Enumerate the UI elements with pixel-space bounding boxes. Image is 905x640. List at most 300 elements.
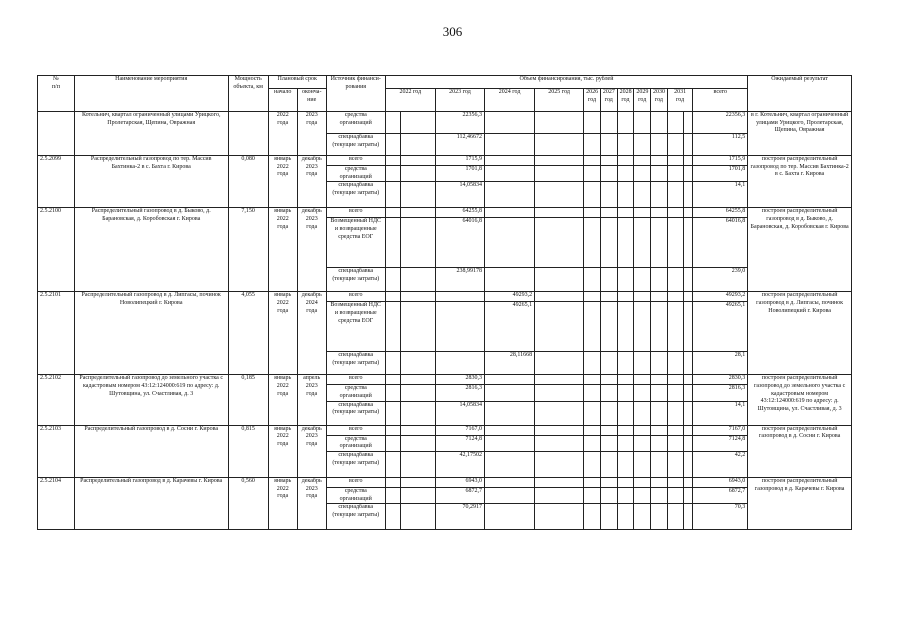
item-name: Распределительный газопровод в д. Быково, д. Барановская, д. Коробовская г. Кирова bbox=[74, 208, 228, 292]
cell-2023: 112,46672 bbox=[435, 134, 484, 156]
cell-2026 bbox=[584, 166, 601, 182]
cell-2028 bbox=[617, 182, 634, 208]
cell-2026 bbox=[584, 208, 601, 218]
cell-2028 bbox=[617, 218, 634, 268]
cell-2024 bbox=[484, 504, 534, 530]
table-row bbox=[38, 112, 852, 134]
cell-2028 bbox=[617, 452, 634, 478]
cell-2030 bbox=[651, 504, 668, 530]
cell-2029 bbox=[634, 112, 651, 134]
cell-2031a bbox=[667, 218, 684, 268]
table-row bbox=[38, 375, 852, 385]
cell-2027 bbox=[600, 156, 617, 166]
cell-2025 bbox=[535, 401, 584, 425]
cell-2028 bbox=[617, 488, 634, 504]
cell-2028 bbox=[617, 385, 634, 401]
cell-2027 bbox=[600, 208, 617, 218]
cell-2023: 70,2917 bbox=[435, 504, 484, 530]
cell-2027 bbox=[600, 134, 617, 156]
item-start: январь 2022 года bbox=[268, 292, 297, 375]
cell-2029 bbox=[634, 166, 651, 182]
cell-2031b bbox=[684, 208, 693, 218]
cell-2031a bbox=[667, 435, 684, 451]
cell-2022b bbox=[401, 156, 436, 166]
cell-2022a bbox=[385, 156, 401, 166]
item-end: апрель 2023 года bbox=[297, 375, 326, 425]
cell-2022a bbox=[385, 385, 401, 401]
cell-2029 bbox=[634, 425, 651, 435]
cell-2022a bbox=[385, 166, 401, 182]
cell-2031b bbox=[684, 401, 693, 425]
header-year-2025: 2025 год bbox=[535, 89, 584, 112]
cell-2024 bbox=[484, 488, 534, 504]
cell-2027 bbox=[600, 375, 617, 385]
cell-2025 bbox=[535, 156, 584, 166]
cell-2031a bbox=[667, 292, 684, 302]
cell-2028 bbox=[617, 352, 634, 375]
cell-2023 bbox=[435, 352, 484, 375]
cell-2029 bbox=[634, 218, 651, 268]
cell-2030 bbox=[651, 112, 668, 134]
cell-2026 bbox=[584, 425, 601, 435]
cell-2031b bbox=[684, 302, 693, 352]
cell-2028 bbox=[617, 208, 634, 218]
cell-total: 6872,7 bbox=[693, 488, 748, 504]
cell-2029 bbox=[634, 208, 651, 218]
cell-2025 bbox=[535, 375, 584, 385]
cell-2031b bbox=[684, 375, 693, 385]
cell-2022b bbox=[401, 375, 436, 385]
financing-table bbox=[37, 75, 852, 530]
cell-2022a bbox=[385, 375, 401, 385]
cell-2029 bbox=[634, 401, 651, 425]
cell-2030 bbox=[651, 352, 668, 375]
cell-2023: 2830,3 bbox=[435, 375, 484, 385]
cell-2027 bbox=[600, 182, 617, 208]
item-result: построен распределительный газопровод в д. Сосни г. Кирова bbox=[748, 425, 852, 477]
cell-2022a bbox=[385, 425, 401, 435]
item-start: январь 2022 года bbox=[268, 156, 297, 208]
cell-2023: 238,99178 bbox=[435, 268, 484, 292]
cell-2025 bbox=[535, 134, 584, 156]
header-period: Плановый срок bbox=[268, 76, 326, 89]
item-capacity: 4,055 bbox=[228, 292, 268, 375]
funding-source: Возмещенный НДС и возвращенные средства ЕОГ bbox=[326, 302, 385, 352]
cell-2023: 1715,9 bbox=[435, 156, 484, 166]
header-source: Источник финанси-рования bbox=[326, 76, 385, 112]
header-year-2026: 2026 год bbox=[584, 89, 601, 112]
table-row bbox=[38, 208, 852, 218]
cell-2023: 14,05834 bbox=[435, 182, 484, 208]
funding-source: средства организаций bbox=[326, 435, 385, 451]
cell-2031a bbox=[667, 352, 684, 375]
cell-2022b bbox=[401, 435, 436, 451]
cell-2022b bbox=[401, 504, 436, 530]
cell-2025 bbox=[535, 218, 584, 268]
cell-2028 bbox=[617, 401, 634, 425]
cell-2028 bbox=[617, 134, 634, 156]
header-end: оконча-ние bbox=[297, 89, 326, 112]
table-row bbox=[38, 292, 852, 302]
cell-2029 bbox=[634, 268, 651, 292]
cell-2027 bbox=[600, 425, 617, 435]
cell-2029 bbox=[634, 385, 651, 401]
cell-2030 bbox=[651, 488, 668, 504]
header-row-1 bbox=[38, 76, 852, 89]
cell-total: 49293,2 bbox=[693, 292, 748, 302]
cell-2027 bbox=[600, 166, 617, 182]
cell-2023: 64255,8 bbox=[435, 208, 484, 218]
item-result: в г. Котельнич, квартал ограниченный улицами Урицкого, Пролетарская, Щепина, Овражная bbox=[748, 112, 852, 156]
item-number: 2.5.2103 bbox=[38, 425, 75, 477]
header-result: Ожидаемый результат bbox=[748, 76, 852, 112]
cell-2022b bbox=[401, 302, 436, 352]
cell-2030 bbox=[651, 218, 668, 268]
cell-2026 bbox=[584, 134, 601, 156]
table-row bbox=[38, 156, 852, 166]
cell-2027 bbox=[600, 352, 617, 375]
item-name: Распределительный газопровод в д. Карачевы г. Кирова bbox=[74, 478, 228, 530]
cell-total: 239,0 bbox=[693, 268, 748, 292]
cell-2025 bbox=[535, 182, 584, 208]
cell-2030 bbox=[651, 268, 668, 292]
cell-total: 22356,3 bbox=[693, 112, 748, 134]
cell-2022a bbox=[385, 218, 401, 268]
header-name: Наименование мероприятия bbox=[74, 76, 228, 112]
funding-source: всего bbox=[326, 375, 385, 385]
funding-source: средства организаций bbox=[326, 112, 385, 134]
cell-2031b bbox=[684, 504, 693, 530]
cell-2023: 1701,8 bbox=[435, 166, 484, 182]
cell-2031a bbox=[667, 302, 684, 352]
funding-source: спецнадбавка (текущие затраты) bbox=[326, 452, 385, 478]
cell-2023: 64016,8 bbox=[435, 218, 484, 268]
cell-2027 bbox=[600, 435, 617, 451]
header-capacity: Мощность объекта, км bbox=[228, 76, 268, 112]
cell-2024: 28,11668 bbox=[484, 352, 534, 375]
item-result: построен распределительный газопровод в д. Быково, д. Барановская, д. Коробовская г. Кирова bbox=[748, 208, 852, 292]
cell-2022a bbox=[385, 488, 401, 504]
cell-2026 bbox=[584, 435, 601, 451]
item-end: 2023 года bbox=[297, 112, 326, 156]
item-result: построен распределительный газопровод по тер. Массив Бахтинка-2 в с. Бахта г. Кирова bbox=[748, 156, 852, 208]
cell-2025 bbox=[535, 504, 584, 530]
item-number: 2.5.2104 bbox=[38, 478, 75, 530]
cell-2030 bbox=[651, 452, 668, 478]
cell-2023: 2816,3 bbox=[435, 385, 484, 401]
cell-2023: 42,17502 bbox=[435, 452, 484, 478]
cell-2022b bbox=[401, 488, 436, 504]
cell-2026 bbox=[584, 385, 601, 401]
item-number: 2.5.2100 bbox=[38, 208, 75, 292]
cell-2023: 7167,0 bbox=[435, 425, 484, 435]
item-result: построен распределительный газопровод до земельного участка с кадастровым номером 43:12:124000:619 по адресу: д. Шутовщина, ул. Счастливая, д. 3 bbox=[748, 375, 852, 425]
cell-2031a bbox=[667, 504, 684, 530]
cell-2031b bbox=[684, 182, 693, 208]
cell-2028 bbox=[617, 166, 634, 182]
item-start: январь 2022 года bbox=[268, 208, 297, 292]
header-num: № п/п bbox=[38, 76, 75, 112]
cell-2026 bbox=[584, 375, 601, 385]
cell-2029 bbox=[634, 435, 651, 451]
item-number bbox=[38, 112, 75, 156]
cell-total: 1701,8 bbox=[693, 166, 748, 182]
cell-2024 bbox=[484, 268, 534, 292]
cell-2030 bbox=[651, 435, 668, 451]
funding-source: спецнадбавка (текущие затраты) bbox=[326, 352, 385, 375]
cell-2022a bbox=[385, 435, 401, 451]
cell-2022b bbox=[401, 452, 436, 478]
cell-2022b bbox=[401, 425, 436, 435]
cell-2022b bbox=[401, 268, 436, 292]
cell-2024 bbox=[484, 401, 534, 425]
cell-2024 bbox=[484, 385, 534, 401]
cell-2027 bbox=[600, 488, 617, 504]
header-volume: Объем финансирования, тыс. рублей bbox=[385, 76, 747, 89]
cell-2022b bbox=[401, 292, 436, 302]
cell-2025 bbox=[535, 385, 584, 401]
cell-2030 bbox=[651, 375, 668, 385]
cell-2031a bbox=[667, 478, 684, 488]
header-year-2031: 2031 год bbox=[667, 89, 693, 112]
item-start: январь 2022 года bbox=[268, 478, 297, 530]
cell-2025 bbox=[535, 166, 584, 182]
cell-2022a bbox=[385, 504, 401, 530]
item-capacity: 0,815 bbox=[228, 425, 268, 477]
item-result: построен распределительный газопровод в д. Липгасы, починок Новолипецкий г. Кирова bbox=[748, 292, 852, 375]
cell-2022b bbox=[401, 401, 436, 425]
cell-2023 bbox=[435, 302, 484, 352]
cell-2029 bbox=[634, 452, 651, 478]
cell-2029 bbox=[634, 134, 651, 156]
cell-2022b bbox=[401, 182, 436, 208]
cell-2031a bbox=[667, 452, 684, 478]
item-start: январь 2022 года bbox=[268, 375, 297, 425]
funding-source: спецнадбавка (текущие затраты) bbox=[326, 134, 385, 156]
cell-total: 64016,8 bbox=[693, 218, 748, 268]
funding-source: спецнадбавка (текущие затраты) bbox=[326, 401, 385, 425]
cell-2022b bbox=[401, 166, 436, 182]
cell-2025 bbox=[535, 452, 584, 478]
funding-source: всего bbox=[326, 292, 385, 302]
item-capacity bbox=[228, 112, 268, 156]
cell-2026 bbox=[584, 156, 601, 166]
cell-2026 bbox=[584, 218, 601, 268]
cell-2026 bbox=[584, 401, 601, 425]
cell-2031a bbox=[667, 425, 684, 435]
cell-2026 bbox=[584, 292, 601, 302]
cell-total: 14,1 bbox=[693, 182, 748, 208]
cell-2026 bbox=[584, 478, 601, 488]
cell-2026 bbox=[584, 504, 601, 530]
table-row bbox=[38, 478, 852, 488]
cell-2024 bbox=[484, 452, 534, 478]
cell-2022a bbox=[385, 292, 401, 302]
cell-2023: 6943,0 bbox=[435, 478, 484, 488]
cell-2022a bbox=[385, 401, 401, 425]
cell-2031b bbox=[684, 488, 693, 504]
cell-2031a bbox=[667, 401, 684, 425]
item-end: декабрь 2023 года bbox=[297, 478, 326, 530]
item-name: Распределительный газопровод по тер. Массив Бахтинка-2 в с. Бахта г. Кирова bbox=[74, 156, 228, 208]
cell-2030 bbox=[651, 385, 668, 401]
funding-source: средства организаций bbox=[326, 488, 385, 504]
cell-2027 bbox=[600, 478, 617, 488]
cell-2030 bbox=[651, 302, 668, 352]
funding-source: всего bbox=[326, 156, 385, 166]
cell-2024 bbox=[484, 208, 534, 218]
cell-2024 bbox=[484, 112, 534, 134]
cell-2025 bbox=[535, 208, 584, 218]
cell-2022a bbox=[385, 478, 401, 488]
cell-2031a bbox=[667, 385, 684, 401]
cell-2031b bbox=[684, 166, 693, 182]
cell-2030 bbox=[651, 478, 668, 488]
cell-2024 bbox=[484, 478, 534, 488]
header-year-2028: 2028 год bbox=[617, 89, 634, 112]
cell-2022a bbox=[385, 268, 401, 292]
cell-total: 7167,0 bbox=[693, 425, 748, 435]
cell-2022a bbox=[385, 452, 401, 478]
header-year-2030: 2030 год bbox=[651, 89, 668, 112]
cell-2024 bbox=[484, 435, 534, 451]
cell-2029 bbox=[634, 156, 651, 166]
cell-2029 bbox=[634, 302, 651, 352]
cell-2027 bbox=[600, 452, 617, 478]
cell-2025 bbox=[535, 425, 584, 435]
header-total: всего bbox=[693, 89, 748, 112]
cell-2028 bbox=[617, 478, 634, 488]
cell-2022a bbox=[385, 112, 401, 134]
funding-source: всего bbox=[326, 425, 385, 435]
cell-2031b bbox=[684, 385, 693, 401]
cell-2025 bbox=[535, 112, 584, 134]
cell-2022b bbox=[401, 112, 436, 134]
cell-2029 bbox=[634, 478, 651, 488]
cell-2026 bbox=[584, 352, 601, 375]
cell-2029 bbox=[634, 292, 651, 302]
cell-2031b bbox=[684, 292, 693, 302]
cell-2031b bbox=[684, 112, 693, 134]
cell-2022a bbox=[385, 352, 401, 375]
cell-2025 bbox=[535, 488, 584, 504]
cell-2028 bbox=[617, 112, 634, 134]
cell-2031a bbox=[667, 182, 684, 208]
cell-2028 bbox=[617, 375, 634, 385]
cell-2027 bbox=[600, 218, 617, 268]
cell-2027 bbox=[600, 268, 617, 292]
cell-2031a bbox=[667, 375, 684, 385]
cell-2026 bbox=[584, 452, 601, 478]
item-capacity: 0,080 bbox=[228, 156, 268, 208]
cell-2024 bbox=[484, 156, 534, 166]
cell-2031b bbox=[684, 478, 693, 488]
item-capacity: 0,185 bbox=[228, 375, 268, 425]
cell-2026 bbox=[584, 112, 601, 134]
cell-total: 64255,8 bbox=[693, 208, 748, 218]
cell-2025 bbox=[535, 478, 584, 488]
cell-2024: 49265,1 bbox=[484, 302, 534, 352]
cell-2022b bbox=[401, 478, 436, 488]
cell-2022a bbox=[385, 134, 401, 156]
cell-total: 2830,3 bbox=[693, 375, 748, 385]
cell-2025 bbox=[535, 268, 584, 292]
item-capacity: 7,150 bbox=[228, 208, 268, 292]
cell-2031a bbox=[667, 208, 684, 218]
item-end: декабрь 2023 года bbox=[297, 156, 326, 208]
header-year-2023: 2023 год bbox=[435, 89, 484, 112]
cell-2028 bbox=[617, 292, 634, 302]
cell-total: 112,5 bbox=[693, 134, 748, 156]
cell-2024 bbox=[484, 425, 534, 435]
item-name: Распределительный газопровод в д. Липгасы, починок Новолипецкий г. Кирова bbox=[74, 292, 228, 375]
cell-2026 bbox=[584, 302, 601, 352]
cell-2026 bbox=[584, 488, 601, 504]
item-start: 2022 года bbox=[268, 112, 297, 156]
cell-total: 70,3 bbox=[693, 504, 748, 530]
cell-2029 bbox=[634, 182, 651, 208]
cell-2022b bbox=[401, 218, 436, 268]
cell-2030 bbox=[651, 134, 668, 156]
item-name: Распределительный газопровод до земельного участка с кадастровым номером 43:12:124000:619 по адресу: д. Шутовщина, ул. Счастливая, д. 3 bbox=[74, 375, 228, 425]
cell-2024 bbox=[484, 134, 534, 156]
cell-2022b bbox=[401, 208, 436, 218]
cell-2030 bbox=[651, 425, 668, 435]
cell-2028 bbox=[617, 156, 634, 166]
cell-2031b bbox=[684, 352, 693, 375]
cell-2027 bbox=[600, 401, 617, 425]
cell-2031b bbox=[684, 156, 693, 166]
funding-source: спецнадбавка (текущие затраты) bbox=[326, 504, 385, 530]
cell-2022a bbox=[385, 208, 401, 218]
cell-total: 2816,3 bbox=[693, 385, 748, 401]
cell-2030 bbox=[651, 182, 668, 208]
cell-2030 bbox=[651, 292, 668, 302]
cell-2031a bbox=[667, 166, 684, 182]
cell-2022b bbox=[401, 385, 436, 401]
cell-total: 1715,9 bbox=[693, 156, 748, 166]
cell-2022b bbox=[401, 352, 436, 375]
cell-2023: 22356,3 bbox=[435, 112, 484, 134]
header-year-2029: 2029 год bbox=[634, 89, 651, 112]
cell-2031b bbox=[684, 435, 693, 451]
cell-2030 bbox=[651, 166, 668, 182]
cell-2031a bbox=[667, 488, 684, 504]
funding-source: Возмещенный НДС и возвращенные средства ЕОГ bbox=[326, 218, 385, 268]
table-row bbox=[38, 425, 852, 435]
cell-2028 bbox=[617, 268, 634, 292]
cell-2028 bbox=[617, 425, 634, 435]
cell-2031a bbox=[667, 112, 684, 134]
item-result: построен распределительный газопровод в д. Карачевы г. Кирова bbox=[748, 478, 852, 530]
cell-2027 bbox=[600, 302, 617, 352]
header-start: начало bbox=[268, 89, 297, 112]
cell-2027 bbox=[600, 292, 617, 302]
cell-2031b bbox=[684, 134, 693, 156]
cell-2022a bbox=[385, 182, 401, 208]
cell-2028 bbox=[617, 435, 634, 451]
cell-2023: 14,05834 bbox=[435, 401, 484, 425]
cell-2024: 49293,2 bbox=[484, 292, 534, 302]
cell-2027 bbox=[600, 112, 617, 134]
cell-2031a bbox=[667, 268, 684, 292]
cell-2024 bbox=[484, 182, 534, 208]
cell-2028 bbox=[617, 302, 634, 352]
header-year-2027: 2027 год bbox=[600, 89, 617, 112]
item-name: Котельнич, квартал ограниченный улицами Урицкого, Пролетарская, Щепина, Овражная bbox=[74, 112, 228, 156]
item-name: Распределительный газопровод в д. Сосни г. Кирова bbox=[74, 425, 228, 477]
cell-2024 bbox=[484, 375, 534, 385]
